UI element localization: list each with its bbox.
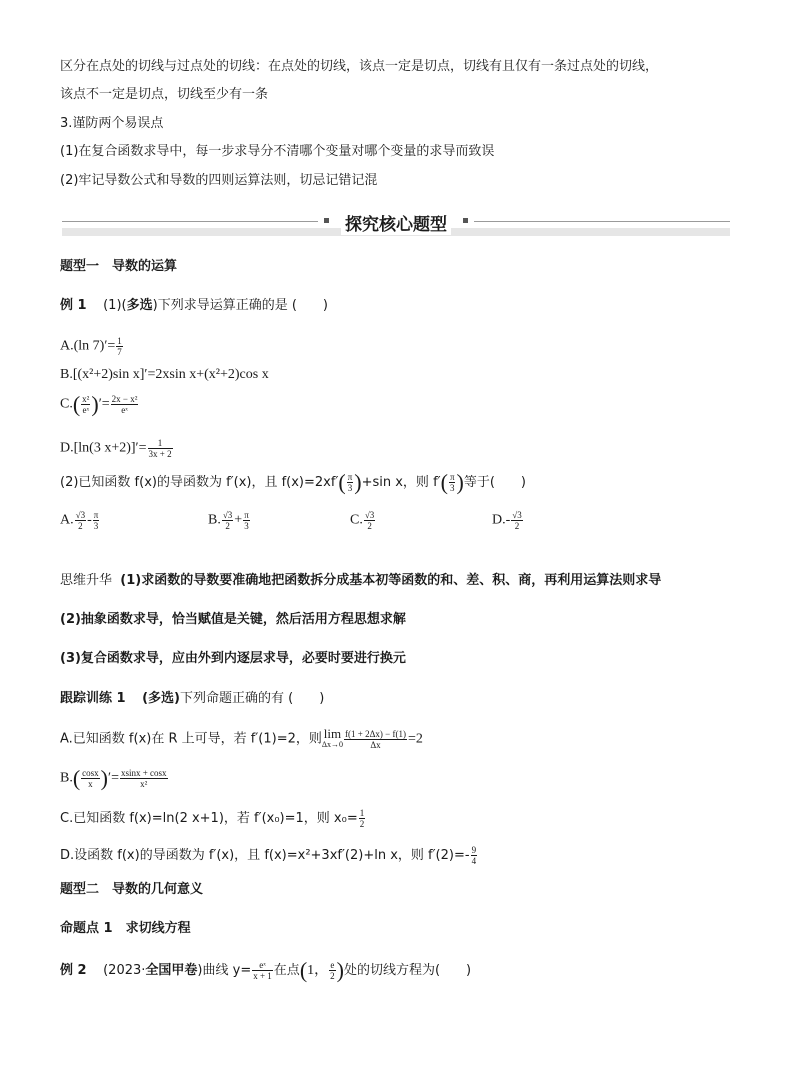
thinking-line-2: (2)抽象函数求导，恰当赋值是关键，然后活用方程思想求解 bbox=[60, 612, 406, 627]
intro-line-1: 区分在点处的切线与过点处的切线：在点处的切线，该点一定是切点，切线有且仅有一条过点处的切线， bbox=[60, 59, 659, 74]
intro-line-5: (2)牢记导数公式和导数的四则运算法则，切忌记错记混 bbox=[60, 173, 378, 188]
training1-option-c: C.已知函数 f(x)=ln(2 x+1)，若 f′(x₀)=1，则 x₀= $\frac{1}{2}$ bbox=[60, 808, 365, 829]
training1-label: 跟踪训练 1 bbox=[60, 691, 126, 706]
example2-label: 例 2 bbox=[60, 963, 87, 978]
example1-label: 例 1 bbox=[60, 298, 87, 313]
example1-part2: (2)已知函数 f(x)的导函数为 f′(x)，且 f(x)=2xf′( $\frac{\pi}{3}$ )+sin x，则 f′( $\frac{\pi}{3}$ )等于( ) bbox=[60, 469, 526, 495]
example1-heading: 例 1 (1)(多选)下列求导运算正确的是 ( ) bbox=[60, 298, 328, 313]
training1-heading: 跟踪训练 1 (多选)下列命题正确的有 ( ) bbox=[60, 691, 325, 706]
subsection-title-point1: 命题点 1 求切线方程 bbox=[60, 921, 191, 936]
example1-option-b: B.[(x²+2)sin x]′=2xsin x+(x²+2)cos x bbox=[60, 367, 269, 382]
example1-answer-d: D.- $\frac{√3}{2}$ bbox=[492, 510, 522, 531]
intro-line-4: (1)在复合函数求导中，每一步求导分不清哪个变量对哪个变量的求导而致误 bbox=[60, 144, 495, 159]
example1-option-a: A.(ln 7)′= $\frac{1}{7}$ bbox=[60, 336, 122, 357]
thinking-line-3: (3)复合函数求导，应由外到内逐层求导，必要时要进行换元 bbox=[60, 651, 406, 666]
example2-heading: 例 2 (2023·全国甲卷)曲线 y= $\frac{\text{eˣ}}{x + 1}$ 在点(1， $\frac{e}{2}$ )处的切线方程为( ) bbox=[60, 957, 472, 983]
section-banner bbox=[62, 208, 730, 236]
example1-option-d: D.[ln(3 x+2)]′= $\frac{1}{3x + 2}$ bbox=[60, 438, 172, 459]
intro-line-3: 3.谨防两个易误点 bbox=[60, 116, 164, 131]
thinking-label: 思维升华 bbox=[60, 573, 113, 588]
training1-option-d: D.设函数 f(x)的导函数为 f′(x)，且 f(x)=x²+3xf′(2)+ln x，则 f′(2)=- $\frac{9}{4}$ bbox=[60, 845, 477, 866]
section-title-type1: 题型一 导数的运算 bbox=[60, 259, 178, 274]
training1-option-a: A.已知函数 f(x)在 R 上可导，若 f′(1)=2，则 lim Δx→0 $\frac{f(1 + 2\Delta x) - f(1)}{\Delta x}$ =2 bbox=[60, 726, 423, 750]
example1-answer-b: B. $\frac{√3}{2}$ + $\frac{\pi}{3}$ bbox=[208, 510, 249, 531]
banner-title: 探究核心题型 bbox=[62, 210, 730, 235]
training1-option-b: B.( $\frac{\cos x}{x}$ )′= $\frac{xsinx + \cos x}{\text{x²}}$ bbox=[60, 765, 167, 791]
example1-answer-c: C. $\frac{√3}{2}$ bbox=[350, 510, 375, 531]
section-title-type2: 题型二 导数的几何意义 bbox=[60, 882, 204, 897]
thinking-line-1: 思维升华 (1)求函数的导数要准确地把函数拆分成基本初等函数的和、差、积、商，再利用运算法则求导 bbox=[60, 573, 662, 588]
intro-line-2: 该点不一定是切点，切线至少有一条 bbox=[60, 87, 269, 102]
example1-answer-a: A. $\frac{√3}{2}$ - $\frac{\pi}{3}$ bbox=[60, 510, 99, 531]
example1-option-c: C.( $\frac{\text{x²}}{\text{eˣ}}$ )′= $\frac{\text{2x − x²}}{\text{eˣ}}$ bbox=[60, 391, 138, 417]
